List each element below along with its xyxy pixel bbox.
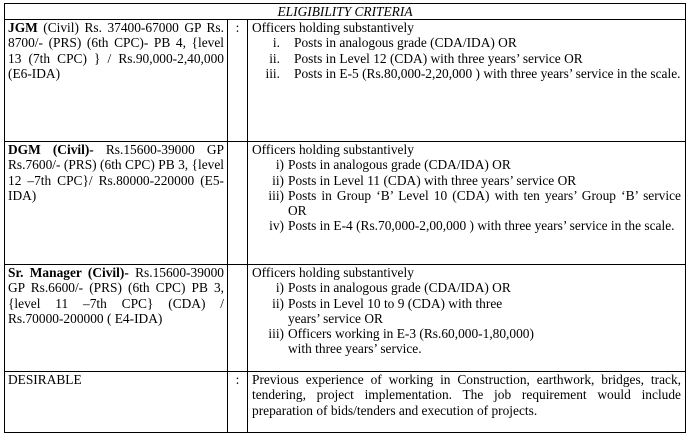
post-title: Sr. Manager (Civil)- [8,265,129,280]
post-title: DGM (Civil)- [8,142,94,157]
list-item-text: Officers working in E-3 (Rs.60,000-1,80,000) [288,326,534,342]
title-row [5,4,686,20]
list-item-number: i) [275,280,284,296]
post-cell [5,20,228,142]
list-item-text: Posts in Level 12 (CDA) with three years’ service OR [294,50,583,66]
table-row-jgm [5,20,686,142]
colon-separator: : [228,372,248,433]
list-item [252,296,681,311]
list-item-number: ii. [269,50,280,66]
list-item-number: iii) [268,187,284,203]
list-item [252,35,681,50]
list-item [252,218,681,233]
list-item-text: Posts in analogous grade (CDA/IDA) OR [288,280,511,296]
colon-separator [228,142,248,265]
list-item-continuation: years’ service OR [288,310,383,326]
colon-separator: : [228,20,248,142]
list-item-number: iv) [269,218,284,234]
list-item-number: iii. [265,65,280,81]
post-scale: Rs.15600-39000 GP Rs.6600/- (PRS) (6th CPC) PB 3, {level 11 –7th CPC} (CDA) / Rs.70000-200000 ( E4-IDA) [8,265,224,326]
post-title: JGM [8,20,38,35]
post-cell [5,142,228,265]
list-item-text: Posts in E-5 (Rs.80,000-2,20,000 ) with three years’ service in the scale. [294,65,681,81]
list-item-text: Posts in analogous grade (CDA/IDA) OR [294,35,517,51]
list-item-number: i. [272,35,280,51]
criteria-cell [248,142,686,265]
list-item [252,51,681,66]
table-row-sr-manager [5,265,686,372]
list-item-number: i) [275,157,284,173]
list-item [252,157,681,172]
list-item-number: ii) [272,295,284,311]
list-item [252,173,681,188]
criteria-intro: Officers holding substantively [252,142,414,157]
criteria-intro: Officers holding substantively [252,20,414,35]
list-item [252,66,681,81]
colon-separator [228,265,248,372]
list-item-number: iii) [268,326,284,342]
post-scale: Rs.15600-39000 GP Rs.7600/- (PRS) (6th CPC) PB 3, {level 12 –7th CPC}/ Rs.80000-220000 (E5-IDA) [8,142,224,203]
list-item [252,326,681,341]
list-item-text: Posts in Level 11 (CDA) with three years’ service OR [288,172,577,188]
list-item [252,188,681,219]
post-scale: (Civil) Rs. 37400-67000 GP Rs. 8700/- (PRS) (6th CPC)- PB 4, {level 13 (7th CPC) } / Rs.90,000-2,40,000 (E6-IDA) [8,20,224,81]
desirable-label: DESIRABLE [5,372,228,433]
list-item-number: ii) [272,172,284,188]
criteria-cell [248,20,686,142]
list-item-text: Posts in E-4 (Rs.70,000-2,00,000 ) with three years’ service in the scale. [288,218,675,234]
post-cell [5,265,228,372]
list-item-text: Posts in Group ‘B’ Level 10 (CDA) with ten years’ Group ‘B’ service OR [288,187,681,219]
table-row-dgm [5,142,686,265]
list-item-text: Posts in Level 10 to 9 (CDA) with three [288,295,503,311]
list-item-text: Posts in analogous grade (CDA/IDA) OR [288,157,511,173]
list-item [252,280,681,295]
list-item-continuation: with three years’ service. [288,341,422,357]
criteria-cell [248,265,686,372]
eligibility-table [4,3,686,433]
table-row-desirable [5,372,686,433]
desirable-text: Previous experience of working in Construction, earthwork, bridges, track, tendering, project implementation. The job requirement would include preparation of bids/tenders and execution of projects. [248,372,686,433]
criteria-intro: Officers holding substantively [252,265,414,280]
table-title: ELIGIBILITY CRITERIA [5,4,686,20]
